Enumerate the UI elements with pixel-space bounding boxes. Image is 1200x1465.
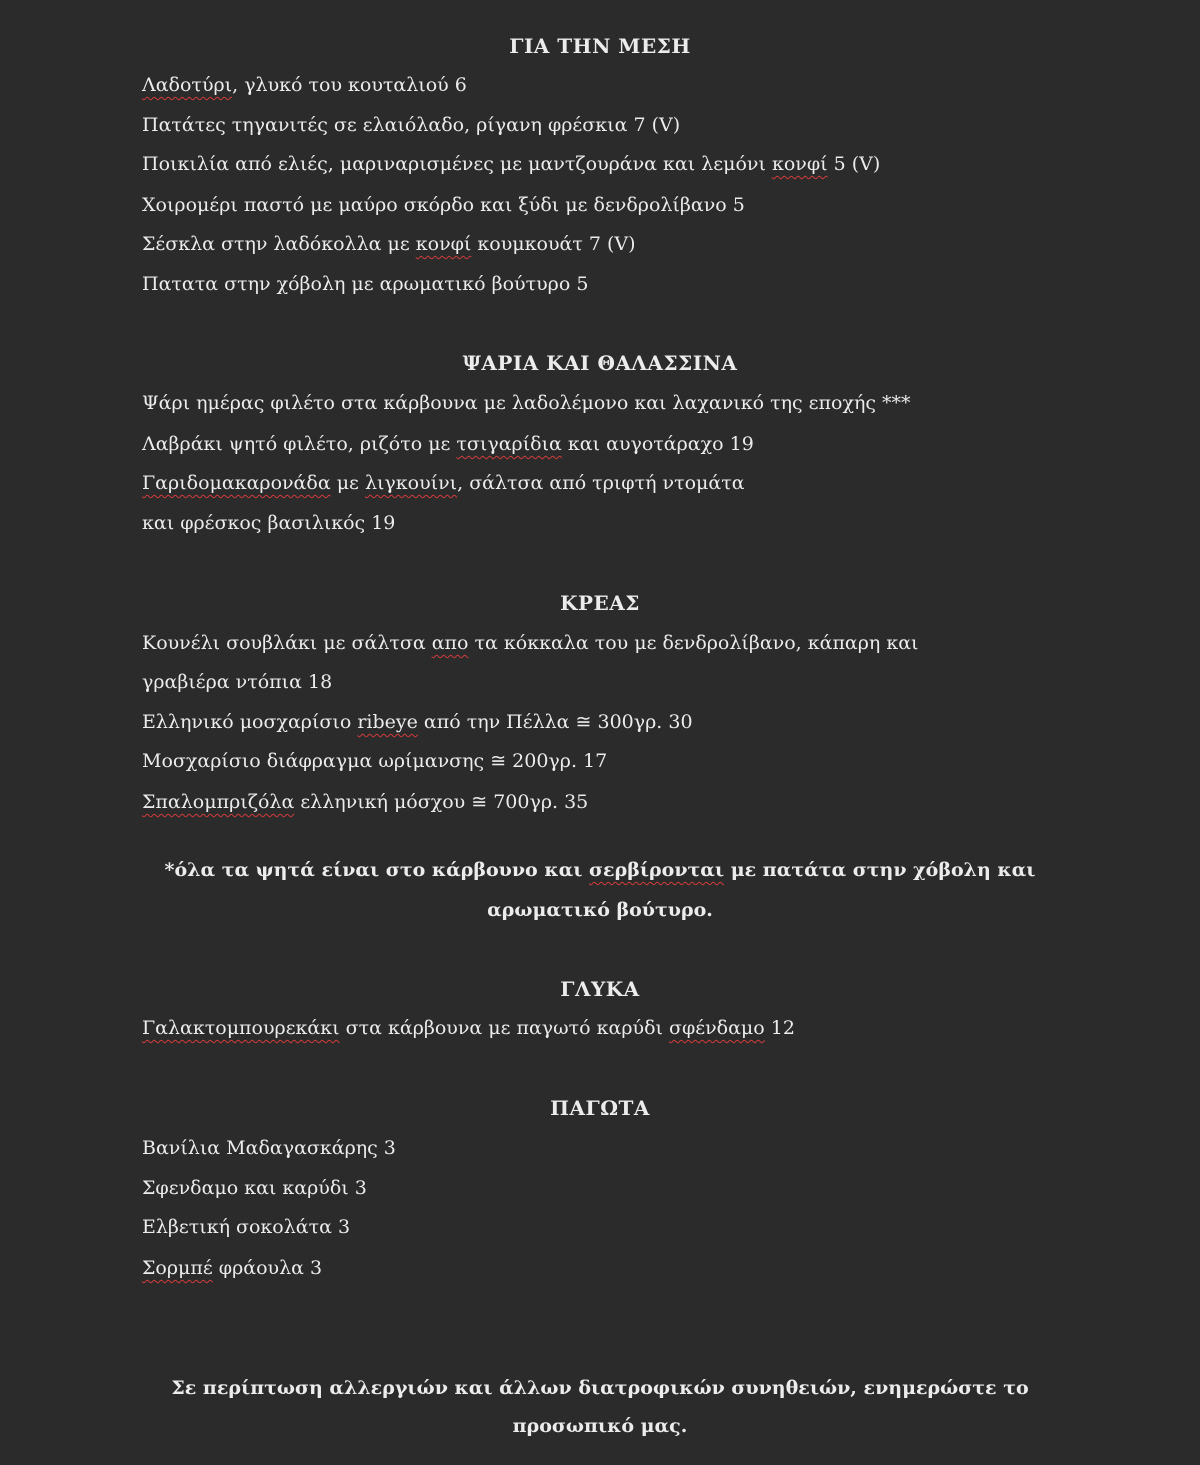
item-text: φράουλα 3 bbox=[212, 1257, 323, 1279]
menu-item bbox=[142, 270, 588, 298]
section-title-middle: ΓΙΑ ΤΗΝ ΜΕΣΗ bbox=[509, 34, 691, 58]
menu-item bbox=[142, 111, 680, 139]
item-text: , γλυκό του κουταλιού 6 bbox=[232, 74, 467, 96]
item-text: Μοσχαρίσιο διάφραγμα ωρίμανσης ≅ 200γρ. 17 bbox=[142, 750, 608, 772]
item-text: Σέσκλα στην λαδόκολλα με bbox=[142, 233, 416, 255]
section-title-sweets: ΓΛΥΚΑ bbox=[560, 977, 640, 1001]
menu-item bbox=[142, 1174, 367, 1202]
menu-item bbox=[142, 230, 636, 258]
item-text: και αυγοτάραχο 19 bbox=[561, 433, 754, 455]
section-title-icecream: ΠΑΓΩΤΑ bbox=[550, 1096, 650, 1120]
allergy-note-line2: προσωπικό μας. bbox=[512, 1415, 688, 1437]
spellcheck-word: Σορμπέ bbox=[142, 1257, 213, 1279]
menu-item bbox=[142, 1014, 795, 1042]
item-text: κουμκουάτ 7 (V) bbox=[471, 233, 636, 255]
item-text: Ποικιλία από ελιές, μαριναρισμένες με μαντζουράνα και λεμόνι bbox=[142, 153, 772, 175]
spellcheck-word: σφένδαμο bbox=[669, 1017, 765, 1039]
item-text: Ψάρι ημέρας φιλέτο στα κάρβουνα με λαδολέμονο και λαχανικό της εποχής *** bbox=[142, 392, 911, 414]
menu-item bbox=[142, 1134, 396, 1162]
item-text: Βανίλια Μαδαγασκάρης 3 bbox=[142, 1137, 396, 1159]
menu-item bbox=[142, 1213, 350, 1241]
spellcheck-word: κονφί bbox=[415, 233, 472, 255]
grill-note bbox=[0, 856, 1200, 884]
section-title-fish: ΨΑΡΙΑ ΚΑΙ ΘΑΛΑΣΣΙΝΑ bbox=[462, 351, 738, 375]
item-text: Λαβράκι ψητό φιλέτο, ριζότο με bbox=[142, 433, 457, 455]
item-text: Κουνέλι σουβλάκι με σάλτσα bbox=[142, 632, 432, 654]
item-text: στα κάρβουνα με παγωτό καρύδι bbox=[339, 1017, 669, 1039]
spellcheck-word: ribeye bbox=[357, 711, 418, 733]
spellcheck-word: απο bbox=[431, 632, 469, 654]
spellcheck-word: Γαριδομακαρονάδα bbox=[142, 472, 331, 494]
menu-item bbox=[142, 150, 880, 178]
menu-item bbox=[142, 1254, 322, 1282]
item-text: τα κόκκαλα του με δενδρολίβανο, κάπαρη και bbox=[468, 632, 919, 654]
item-text: Ελβετική σοκολάτα 3 bbox=[142, 1216, 351, 1238]
menu-item bbox=[142, 708, 693, 736]
item-text: 5 (V) bbox=[827, 153, 881, 175]
item-text: Σφενδαμο και καρύδι 3 bbox=[142, 1177, 367, 1199]
menu-item bbox=[142, 668, 332, 696]
item-text: Πατατα στην χόβολη με αρωματικό βούτυρο 5 bbox=[142, 273, 589, 295]
item-text: με bbox=[330, 472, 365, 494]
item-text: γραβιέρα ντόπια 18 bbox=[142, 671, 333, 693]
note-text: με πατάτα στην χόβολη και bbox=[724, 859, 1036, 881]
item-text: 12 bbox=[764, 1017, 795, 1039]
spellcheck-word: κονφί bbox=[771, 153, 828, 175]
spellcheck-word: σερβίρονται bbox=[589, 859, 725, 881]
menu-item bbox=[142, 71, 467, 99]
menu-item bbox=[142, 509, 395, 537]
menu-item bbox=[142, 469, 745, 497]
item-text: Πατάτες τηγανιτές σε ελαιόλαδο, ρίγανη φρέσκια 7 (V) bbox=[142, 114, 681, 136]
item-text: από την Πέλλα ≅ 300γρ. 30 bbox=[417, 711, 693, 733]
item-text: , σάλτσα από τριφτή ντομάτα bbox=[457, 472, 745, 494]
menu-item bbox=[142, 788, 588, 816]
spellcheck-word: Γαλακτομπουρεκάκι bbox=[142, 1017, 340, 1039]
menu-item bbox=[142, 430, 754, 458]
menu-item bbox=[142, 389, 911, 417]
menu-item bbox=[142, 747, 607, 775]
spellcheck-word: λιγκουίνι bbox=[364, 472, 458, 494]
spellcheck-word: Λαδοτύρι bbox=[142, 74, 233, 96]
item-text: Χοιρομέρι παστό με μαύρο σκόρδο και ξύδι με δενδρολίβανο 5 bbox=[142, 194, 745, 216]
item-text: Ελληνικό μοσχαρίσιο bbox=[142, 711, 358, 733]
menu-item bbox=[142, 629, 919, 657]
menu-item bbox=[142, 191, 745, 219]
section-title-meat: ΚΡΕΑΣ bbox=[560, 591, 640, 615]
item-text: και φρέσκος βασιλικός 19 bbox=[142, 512, 396, 534]
item-text: ελληνική μόσχου ≅ 700γρ. 35 bbox=[294, 791, 589, 813]
spellcheck-word: Σπαλομπριζόλα bbox=[142, 791, 295, 813]
spellcheck-word: τσιγαρίδια bbox=[456, 433, 562, 455]
allergy-note: Σε περίπτωση αλλεργιών και άλλων διατροφικών συνηθειών, ενημερώστε το bbox=[171, 1377, 1029, 1399]
grill-note-line2: αρωματικό βούτυρο. bbox=[487, 899, 713, 921]
note-text: *όλα τα ψητά είναι στο κάρβουνο και bbox=[164, 859, 590, 881]
